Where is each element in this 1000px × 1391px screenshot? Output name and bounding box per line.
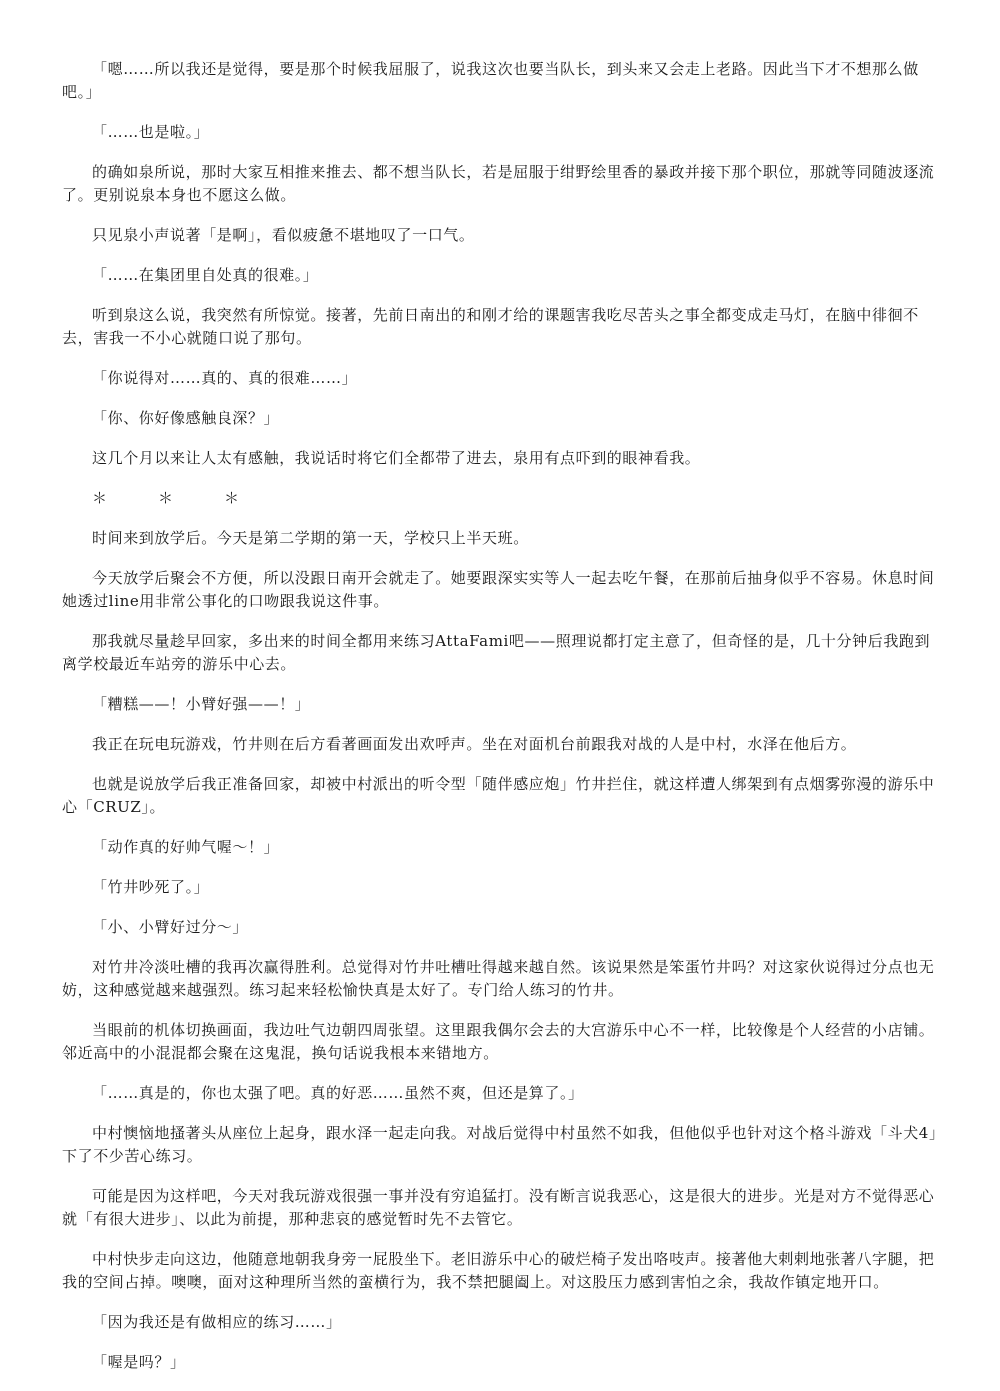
- paragraph: 「你说得对……真的、真的很难……」: [92, 369, 358, 387]
- paragraph: 那我就尽量趁早回家，多出来的时间全都用来练习AttaFami吧——照理说都打定主意了，但奇怪的是，几十分钟后我跑到离学校最近车站旁的游乐中心去。: [62, 632, 931, 673]
- paragraph: 对竹井冷淡吐槽的我再次赢得胜利。总觉得对竹井吐槽吐得越来越自然。该说果然是笨蛋竹井吗？对这家伙说得过分点也无妨，这种感觉越来越强烈。练习起来轻松愉快真是太好了。专门给人练习的竹井。: [62, 958, 935, 999]
- paragraph: 的确如泉所说，那时大家互相推来推去、都不想当队长，若是屈服于绀野绘里香的暴政并接下那个职位，那就等同随波逐流了。更别说泉本身也不愿这么做。: [62, 163, 935, 204]
- paragraph: 「嗯……所以我还是觉得，要是那个时候我屈服了，说我这次也要当队长，到头来又会走上老路。因此当下才不想那么做吧。」: [62, 60, 919, 101]
- paragraph: 可能是因为这样吧，今天对我玩游戏很强一事并没有穷追猛打。没有断言说我恶心，这是很大的进步。光是对方不觉得恶心就「有很大进步」、以此为前提，那种悲哀的感觉暂时先不去管它。: [62, 1187, 935, 1228]
- paragraph: 我正在玩电玩游戏，竹井则在后方看著画面发出欢呼声。坐在对面机台前跟我对战的人是中村，水泽在他后方。: [92, 735, 857, 753]
- document-page: [62, 58, 942, 1391]
- paragraph: 当眼前的机体切换画面，我边吐气边朝四周张望。这里跟我偶尔会去的大宫游乐中心不一样，比较像是个人经营的小店铺。邻近高中的小混混都会聚在这鬼混，换句话说我根本来错地方。: [62, 1021, 935, 1062]
- paragraph: 「喔是吗？」: [92, 1353, 186, 1371]
- paragraph: 「糟糕——！小臂好强——！」: [92, 695, 311, 713]
- paragraph: 中村快步走向这边，他随意地朝我身旁一屁股坐下。老旧游乐中心的破烂椅子发出咯吱声。接著他大剌剌地张著八字腿，把我的空间占掉。噢噢，面对这种理所当然的蛮横行为，我不禁把腿阖上。对这股压力感到害怕之余，我故作镇定地开口。: [62, 1250, 935, 1291]
- paragraph: 时间来到放学后。今天是第二学期的第一天，学校只上半天班。: [92, 529, 529, 547]
- paragraph: 「小、小臂好过分～」: [92, 918, 249, 936]
- scene-break: ＊ ＊ ＊: [92, 489, 258, 507]
- paragraph: 「……真是的，你也太强了吧。真的好恶……虽然不爽，但还是算了。」: [92, 1084, 584, 1102]
- paragraph: 「……在集团里自处真的很难。」: [92, 266, 319, 284]
- paragraph: 「因为我还是有做相应的练习……」: [92, 1313, 342, 1331]
- paragraph: 中村懊恼地搔著头从座位上起身，跟水泽一起走向我。对战后觉得中村虽然不如我，但他似乎也针对这个格斗游戏「斗犬4」下了不少苦心练习。: [62, 1124, 938, 1165]
- paragraph: 「你、你好像感触良深？」: [92, 409, 280, 427]
- paragraph: 「动作真的好帅气喔～！」: [92, 838, 280, 856]
- paragraph: 听到泉这么说，我突然有所惊觉。接著，先前日南出的和刚才给的课题害我吃尽苦头之事全都变成走马灯，在脑中徘徊不去，害我一不小心就随口说了那句。: [62, 306, 919, 347]
- paragraph: 这几个月以来让人太有感触，我说话时将它们全都带了进去，泉用有点吓到的眼神看我。: [92, 449, 701, 467]
- paragraph: 「竹井吵死了。」: [92, 878, 210, 896]
- paragraph: 也就是说放学后我正准备回家，却被中村派出的听令型「随伴感应炮」竹井拦住，就这样遭人绑架到有点烟雾弥漫的游乐中心「CRUZ」。: [62, 775, 935, 816]
- paragraph: 「……也是啦。」: [92, 123, 210, 141]
- paragraph: 今天放学后聚会不方便，所以没跟日南开会就走了。她要跟深实实等人一起去吃午餐，在那前后抽身似乎不容易。休息时间她透过line用非常公事化的口吻跟我说这件事。: [62, 569, 935, 610]
- paragraph: 只见泉小声说著「是啊」，看似疲惫不堪地叹了一口气。: [92, 226, 475, 244]
